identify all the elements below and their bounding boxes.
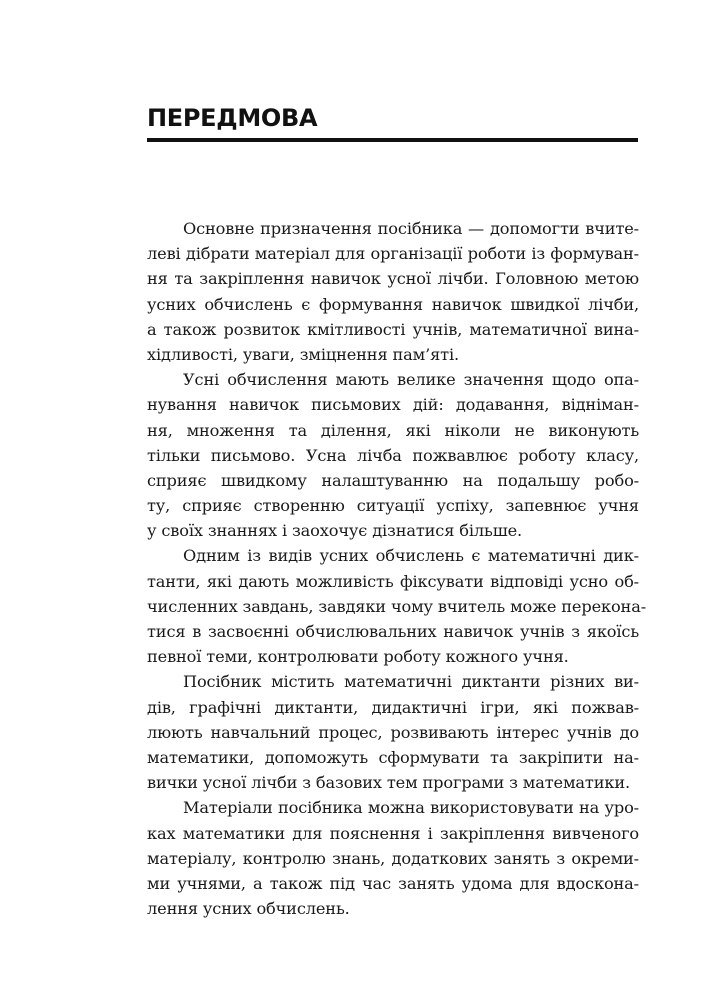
text-line: Основне призначення посібника — допомогти вчите-: [183, 219, 639, 238]
text-line: хідливості, уваги, зміцнення пам’яті.: [147, 344, 459, 364]
text-line: тільки письмово. Усна лічба пожвавлює роботу класу,: [147, 445, 639, 465]
text-line: сприяє швидкому налаштуванню на подальшу робо-: [147, 470, 639, 490]
text-line: Матеріали посібника можна використовувати на уро-: [183, 798, 639, 818]
paragraph-3: [147, 543, 647, 669]
paragraph-2: [147, 367, 639, 543]
text-line: усних обчислень є формування навичок швидкої лічби,: [147, 294, 639, 314]
text-line: нування навичок письмових дій: додавання, відніман-: [147, 395, 639, 415]
text-line: ту, сприяє створенню ситуації успіху, запевнює учня: [147, 496, 639, 516]
paragraph-4: [147, 669, 639, 795]
paragraph-5: [147, 795, 639, 921]
text-line: а також розвиток кмітливості учнів, математичної вина-: [147, 319, 639, 339]
text-line: матеріалу, контролю знань, додаткових занять з окреми-: [147, 848, 639, 868]
text-line: у своїх знаннях і заохочує дізнатися більше.: [147, 521, 523, 541]
text-line: лення усних обчислень.: [147, 899, 350, 919]
text-line: леві дібрати матеріал для організації роботи із формуван-: [147, 244, 639, 264]
text-line: численних завдань, завдяки чому вчитель може переконa-: [147, 596, 647, 616]
text-line: Одним із видів усних обчислень є математичні дик-: [183, 546, 639, 566]
text-line: ня, множення та ділення, які ніколи не виконують: [147, 420, 639, 440]
text-line: певної теми, контролювати роботу кожного учня.: [147, 647, 569, 667]
text-line: Усні обчислення мають велике значення щодо опа-: [183, 370, 639, 390]
text-line: математики, допоможуть сформувати та закріпити на-: [147, 747, 639, 767]
heading-rule: [147, 138, 638, 142]
text-line: танти, які дають можливість фіксувати відповіді усно об-: [147, 571, 639, 591]
text-line: ня та закріплення навичок усної лічби. Головною метою: [147, 269, 639, 289]
body-text: [147, 216, 647, 921]
text-line: ках математики для пояснення і закріплення вивченого: [147, 823, 639, 843]
text-line: люють навчальний процес, розвивають інтерес учнів до: [147, 722, 639, 742]
paragraph-1: [147, 216, 639, 367]
text-line: ми учнями, а також під час занять удома для вдоскона-: [147, 873, 639, 893]
text-line: Посібник містить математичні диктанти різних ви-: [183, 672, 639, 692]
page-heading: ПЕРЕДМОВА: [147, 104, 318, 132]
text-line: вички усної лічби з базових тем програми з математики.: [147, 773, 630, 793]
text-line: тися в засвоєнні обчислювальних навичок учнів з якоїсь: [147, 622, 639, 641]
text-line: дів, графічні диктанти, дидактичні ігри, які пожвав-: [147, 697, 639, 717]
